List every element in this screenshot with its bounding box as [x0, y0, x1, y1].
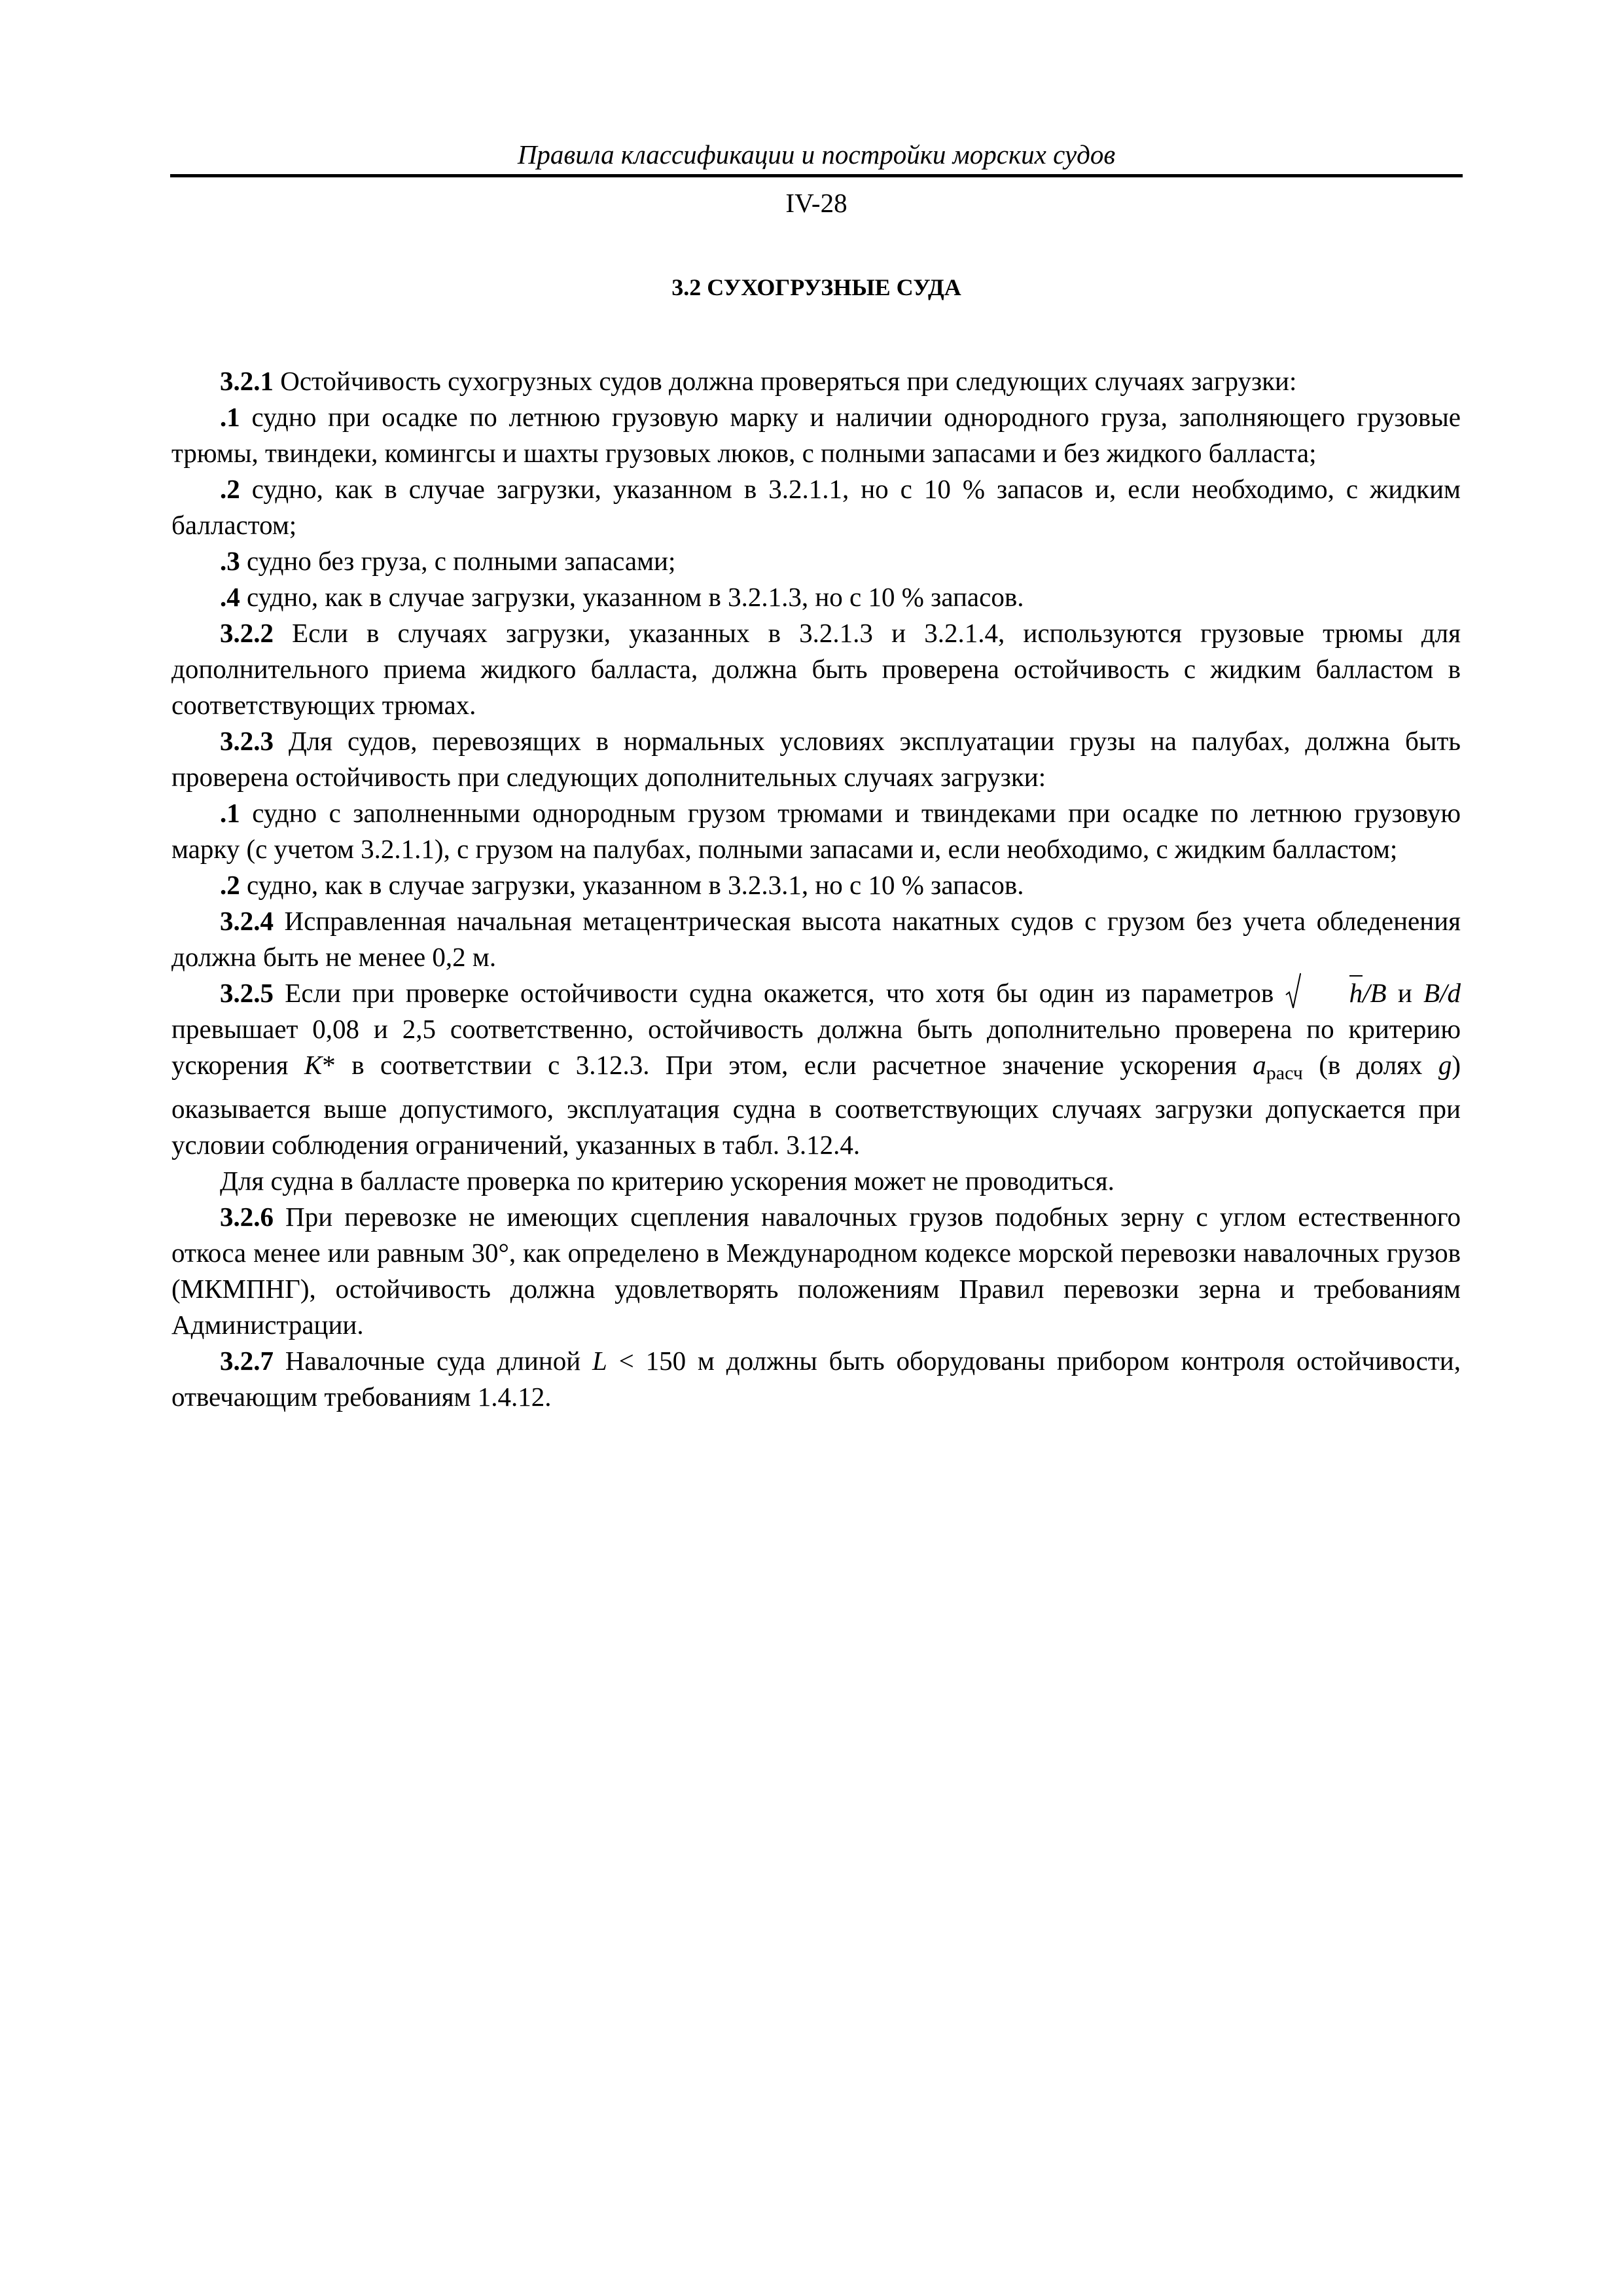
variable-B: B — [1423, 978, 1440, 1008]
clause-text: и — [1386, 978, 1424, 1008]
clause-text: Исправленная начальная метацентрическая высота накатных судов с грузом без учета обледенения должна быть не менее 0,2 м. — [171, 906, 1461, 972]
clause-number: 3.2.1 — [220, 366, 274, 396]
paragraph-3-2-4 — [171, 903, 1461, 975]
clause-text: Для судна в балласте проверка по критерию ускорения может не проводиться. — [220, 1166, 1115, 1196]
clause-number: 3.2.6 — [220, 1202, 274, 1232]
fraction-slash: / — [1440, 978, 1448, 1008]
item-text: судно, как в случае загрузки, указанном в 3.2.3.1, но с 10 % запасов. — [240, 870, 1024, 900]
paragraph-3-2-1-4 — [171, 579, 1461, 615]
paragraph-3-2-3 — [171, 723, 1461, 795]
square-root-expression — [1285, 975, 1363, 1011]
paragraph-3-2-1-3 — [171, 543, 1461, 579]
paragraph-3-2-3-2 — [171, 867, 1461, 903]
subscript-rasch: расч — [1266, 1062, 1303, 1084]
header-rule — [170, 174, 1463, 177]
paragraph-3-2-1-1 — [171, 399, 1461, 471]
clause-text: * в соответствии с 3.12.3. При этом, если расчетное значение ускорения — [322, 1050, 1253, 1080]
paragraph-3-2-5 — [171, 975, 1461, 1163]
body-text — [171, 363, 1461, 1415]
clause-text: Если в случаях загрузки, указанных в 3.2.1.3 и 3.2.1.4, используются грузовые трюмы для дополнительного приема жидкого балласта, должна быть проверена остойчивость с жидким балластом в соответствующих трюмах. — [171, 618, 1461, 720]
clause-number: 3.2.5 — [220, 978, 274, 1008]
clause-text: При перевозке не имеющих сцепления навалочных грузов подобных зерну с углом естественного откоса менее или равным 30°, как определено в Международном кодексе морской перевозки навалочных грузов (МКМПНГ), остойчивость должна удовлетворять положениям Правил перевозки зерна и требованиям Администрации. — [171, 1202, 1461, 1340]
variable-L: L — [592, 1346, 607, 1376]
clause-text: Для судов, перевозящих в нормальных условиях эксплуатации грузы на палубах, должна быть проверена остойчивость при следующих дополнительных случаях загрузки: — [171, 726, 1461, 792]
variable-g: g — [1438, 1050, 1452, 1080]
clause-text: Остойчивость сухогрузных судов должна проверяться при следующих случаях загрузки: — [274, 366, 1297, 396]
item-number: .1 — [220, 402, 240, 432]
variable-K: K — [304, 1050, 323, 1080]
paragraph-3-2-7 — [171, 1343, 1461, 1415]
variable-a: a — [1253, 1050, 1266, 1080]
clause-text: ) оказывается выше допустимого, эксплуатация судна в соответствующих случаях загрузки допускается при условии соблюдения ограничений, указанных в табл. 3.12.4. — [171, 1050, 1461, 1160]
running-header: Правила классификации и постройки морских судов — [517, 139, 1116, 170]
clause-number: 3.2.3 — [220, 726, 274, 756]
page-number: IV-28 — [785, 188, 847, 218]
item-text: судно без груза, с полными запасами; — [240, 546, 676, 576]
clause-text: < 150 м должны быть оборудованы прибором контроля остойчивости, отвечающим требованиям 1.4.12. — [171, 1346, 1461, 1412]
clause-number: 3.2.7 — [220, 1346, 274, 1376]
paragraph-3-2-2 — [171, 615, 1461, 723]
fraction-slash: / — [1363, 978, 1370, 1008]
clause-number: 3.2.2 — [220, 618, 274, 648]
clause-text: Навалочные суда длиной — [274, 1346, 592, 1376]
paragraph-3-2-5-ballast — [171, 1163, 1461, 1199]
paragraph-3-2-6 — [171, 1199, 1461, 1343]
item-number: .4 — [220, 582, 240, 612]
section-title: 3.2 СУХОГРУЗНЫЕ СУДА — [671, 274, 961, 300]
item-number: .3 — [220, 546, 240, 576]
clause-text: (в долях — [1302, 1050, 1438, 1080]
item-text: судно, как в случае загрузки, указанном в 3.2.1.3, но с 10 % запасов. — [240, 582, 1024, 612]
item-number: .2 — [220, 474, 240, 504]
paragraph-3-2-3-1 — [171, 795, 1461, 867]
paragraph-3-2-1-2 — [171, 471, 1461, 543]
clause-text: превышает 0,08 и 2,5 соответственно, остойчивость должна быть дополнительно проверена по критерию ускорения — [171, 1014, 1461, 1080]
item-number: .2 — [220, 870, 240, 900]
variable-d: d — [1447, 978, 1461, 1008]
clause-number: 3.2.4 — [220, 906, 274, 936]
variable-B: B — [1370, 978, 1387, 1008]
item-text: судно с заполненными однородным грузом трюмами и твиндеками при осадке по летнюю грузовую марку (с учетом 3.2.1.1), с грузом на палубах, полными запасами и, если необходимо, с жидким балластом; — [171, 798, 1461, 864]
paragraph-3-2-1 — [171, 363, 1461, 399]
radical-sign-icon — [1285, 971, 1301, 1009]
variable-h: h — [1349, 978, 1363, 1008]
item-text: судно, как в случае загрузки, указанном в 3.2.1.1, но с 10 % запасов и, если необходимо, с жидким балластом; — [171, 474, 1461, 540]
clause-text: Если при проверке остойчивости судна окажется, что хотя бы один из параметров — [274, 978, 1285, 1008]
item-text: судно при осадке по летнюю грузовую марку и наличии однородного груза, заполняющего грузовые трюмы, твиндеки, комингсы и шахты грузовых люков, с полными запасами и без жидкого балласта; — [171, 402, 1461, 468]
item-number: .1 — [220, 798, 240, 828]
